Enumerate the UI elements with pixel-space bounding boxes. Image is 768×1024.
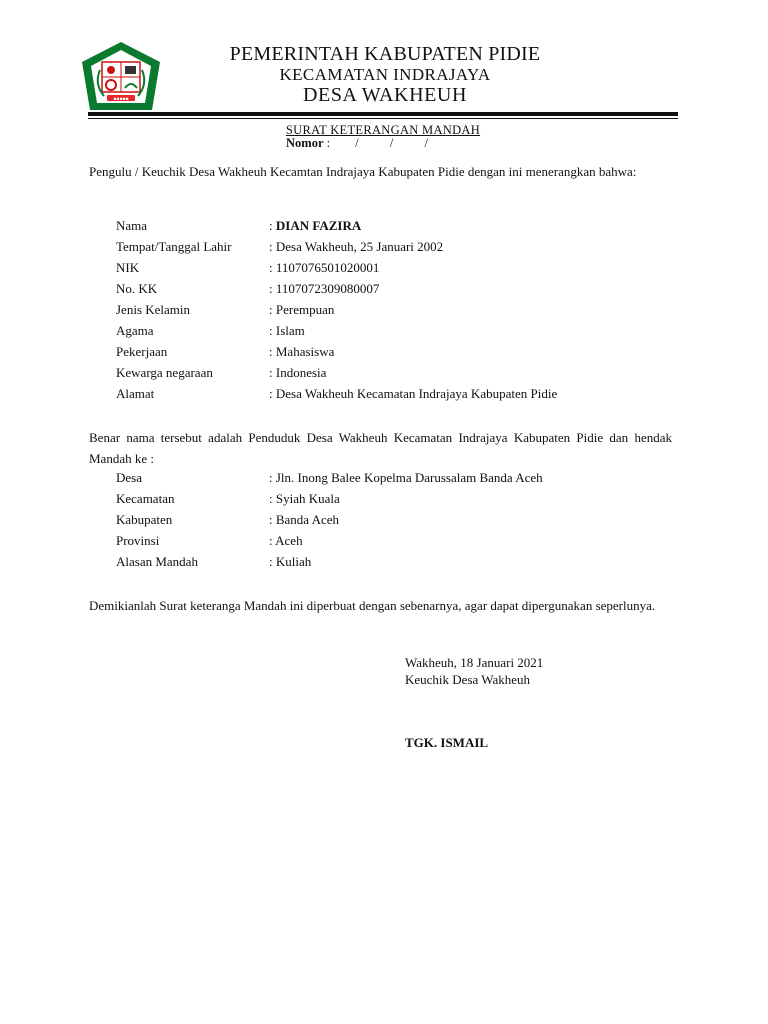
detail-label: Alamat <box>116 386 155 401</box>
detail-label: Provinsi <box>116 533 160 548</box>
document-title: SURAT KETERANGAN MANDAH <box>285 123 481 137</box>
header-government: PEMERINTAH KABUPATEN PIDIE <box>229 43 541 65</box>
intro-paragraph: Pengulu / Keuchik Desa Wakheuh Kecamtan Indrajaya Kabupaten Pidie dengan ini menerangkan bahwa: <box>89 164 637 179</box>
detail-value: : Jln. Inong Balee Kopelma Darussalam Banda Aceh <box>269 470 543 485</box>
detail-value: : Mahasiswa <box>269 344 335 359</box>
svg-text:▪▪▪▪▪: ▪▪▪▪▪ <box>113 97 129 102</box>
detail-value <box>269 215 361 236</box>
detail-label: Pekerjaan <box>116 344 168 359</box>
header-divider-thin <box>88 118 678 119</box>
statement-paragraph: Benar nama tersebut adalah Penduduk Desa Wakheuh Kecamatan Indrajaya Kabupaten Pidie dan hendak Mandah ke : <box>89 430 672 466</box>
document-number-slashes: / / / <box>330 136 429 150</box>
detail-label: Nama <box>116 218 148 233</box>
signatory-name: TGK. ISMAIL <box>405 735 489 750</box>
closing-paragraph: Demikianlah Surat keteranga Mandah ini diperbuat dengan sebenarnya, agar dapat dipergunakan seperlunya. <box>89 598 656 613</box>
person-name: DIAN FAZIRA <box>275 218 362 233</box>
signature-place-date: Wakheuh, 18 Januari 2021 <box>405 655 544 670</box>
header-district: KECAMATAN INDRAJAYA <box>279 65 491 84</box>
detail-label: Jenis Kelamin <box>116 302 191 317</box>
detail-value: : Desa Wakheuh, 25 Januari 2002 <box>269 239 444 254</box>
detail-label: Tempat/Tanggal Lahir <box>116 239 232 254</box>
detail-value: : Banda Aceh <box>269 512 340 527</box>
detail-value: : Desa Wakheuh Kecamatan Indrajaya Kabupaten Pidie <box>269 386 558 401</box>
detail-value: : 1107076501020001 <box>269 260 380 275</box>
signature-position: Keuchik Desa Wakheuh <box>405 672 531 687</box>
detail-value: : Islam <box>269 323 305 338</box>
detail-separator: : <box>269 218 276 233</box>
detail-label: Kewarga negaraan <box>116 365 213 380</box>
detail-label: Agama <box>116 323 154 338</box>
detail-label: Alasan Mandah <box>116 554 198 569</box>
document-number-separator: : <box>326 136 331 150</box>
detail-label: No. KK <box>116 281 158 296</box>
document-number-label: Nomor <box>286 136 324 150</box>
pidie-regency-emblem-icon <box>80 40 162 114</box>
detail-label: Desa <box>116 470 142 485</box>
detail-label: NIK <box>116 260 140 275</box>
detail-value: : Indonesia <box>269 365 327 380</box>
detail-value: : Kuliah <box>269 554 312 569</box>
detail-label: Kecamatan <box>116 491 175 506</box>
detail-value: : 1107072309080007 <box>269 281 380 296</box>
header-village: DESA WAKHEUH <box>302 84 468 106</box>
detail-label: Kabupaten <box>116 512 173 527</box>
header-divider-thick <box>88 112 678 116</box>
detail-value: : Aceh <box>269 533 303 548</box>
detail-value: : Perempuan <box>269 302 335 317</box>
document-number <box>286 136 428 151</box>
detail-value: : Syiah Kuala <box>269 491 340 506</box>
